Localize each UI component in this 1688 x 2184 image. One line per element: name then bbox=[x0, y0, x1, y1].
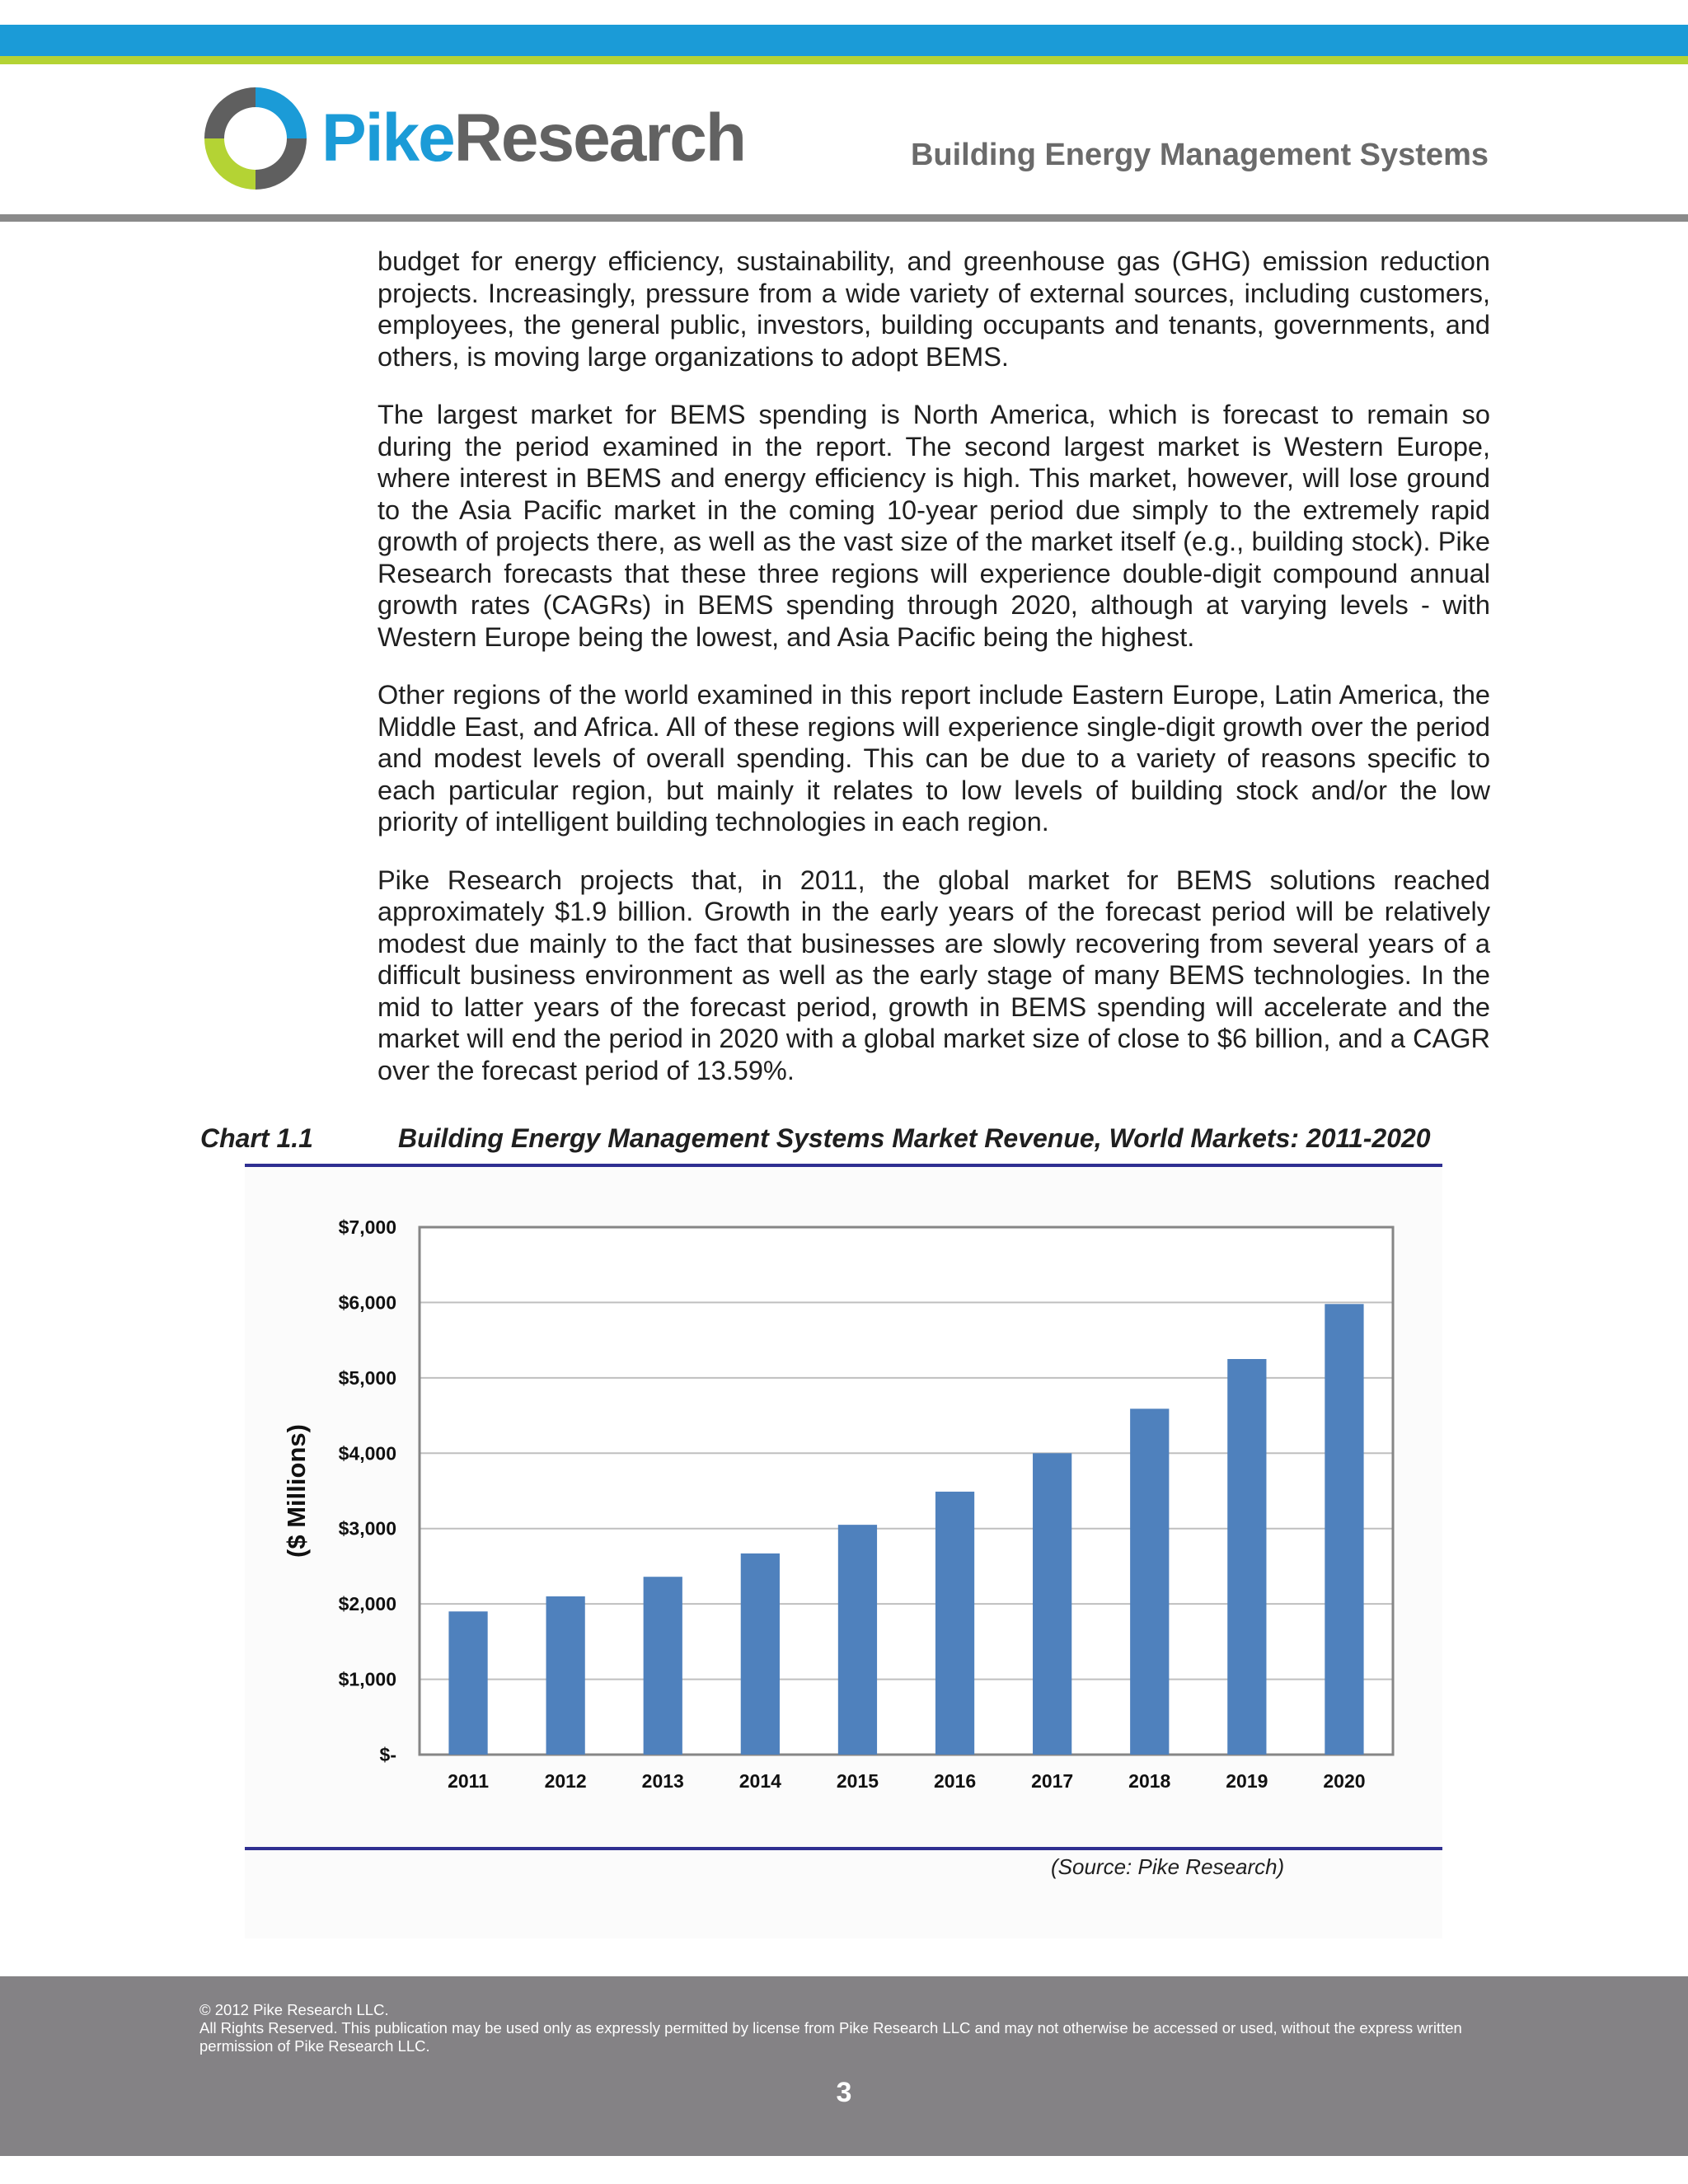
logo-word-pike: Pike bbox=[321, 101, 454, 176]
bar bbox=[644, 1577, 682, 1755]
copyright-notice bbox=[199, 2001, 1490, 2055]
y-tick-label: $1,000 bbox=[338, 1668, 396, 1690]
x-tick-label: 2014 bbox=[738, 1770, 781, 1792]
page-number: 3 bbox=[836, 2077, 852, 2108]
bar bbox=[448, 1611, 487, 1755]
chart-rule-top bbox=[245, 1164, 1442, 1167]
y-tick-label: $6,000 bbox=[338, 1291, 396, 1314]
bar bbox=[1130, 1408, 1169, 1755]
y-axis-label: ($ Millions) bbox=[282, 1424, 311, 1558]
y-tick-label: $2,000 bbox=[338, 1593, 396, 1615]
bar bbox=[935, 1492, 974, 1755]
x-tick-label: 2011 bbox=[448, 1770, 490, 1792]
page-footer bbox=[0, 1976, 1688, 2156]
chart-source: (Source: Pike Research) bbox=[1051, 1854, 1285, 1879]
paragraph: Pike Research projects that, in 2011, the global market for BEMS solutions reached approximately $1.9 billion. Growth in the early years of the forecast period will be relatively modest due mainly to the fact that businesses are slowly recovering from several years of a difficult business environment as well as the early stage of many BEMS technologies. In the mid to latter years of the forecast period, growth in BEMS spending will accelerate and the market will end the period in 2020 with a global market size of close to $6 billion, and a CAGR over the forecast period of 13.59%. bbox=[377, 865, 1490, 1085]
y-tick-label: $- bbox=[379, 1744, 396, 1765]
x-tick-label: 2018 bbox=[1128, 1770, 1171, 1792]
paragraph: budget for energy efficiency, sustainability, and greenhouse gas (GHG) emission reduction projects. Increasingly, pressure from a wide variety of external sources, including customers, employees, the general public, investors, building occupants and tenants, governments, and others, is moving large organizations to adopt BEMS. bbox=[377, 246, 1490, 372]
bar bbox=[546, 1596, 585, 1755]
logo-wordmark bbox=[321, 101, 745, 176]
chart-title: Building Energy Management Systems Market Revenue, World Markets: 2011-2020 bbox=[398, 1123, 1431, 1153]
bar bbox=[1325, 1304, 1363, 1755]
x-tick-label: 2020 bbox=[1323, 1770, 1366, 1792]
header-blue-band bbox=[0, 25, 1688, 56]
x-tick-label: 2016 bbox=[933, 1770, 977, 1792]
x-tick-label: 2013 bbox=[641, 1770, 684, 1792]
chart-area bbox=[245, 1164, 1442, 1938]
x-tick-label: 2017 bbox=[1031, 1770, 1074, 1792]
logo-word-research: Research bbox=[453, 101, 745, 176]
report-title: Building Energy Management Systems bbox=[910, 138, 1489, 172]
x-tick-label: 2019 bbox=[1226, 1770, 1268, 1792]
chart-number: Chart 1.1 bbox=[200, 1123, 313, 1153]
pike-swirl-logo-icon bbox=[198, 81, 313, 196]
y-tick-label: $7,000 bbox=[338, 1216, 396, 1238]
paragraph: The largest market for BEMS spending is North America, which is forecast to remain so during the period examined in the report. The second largest market is Western Europe, where interest in BEMS and energy efficiency is high. This market, however, will lose ground to the Asia Pacific market in the coming 10-year period due simply to the extremely rapid growth of projects there, as well as the vast size of the market itself (e.g., building stock). Pike Research forecasts that these three regions will experience double-digit compound annual growth rates (CAGRs) in BEMS spending through 2020, although at varying levels - with Western Europe being the lowest, and Asia Pacific being the highest. bbox=[377, 400, 1490, 652]
bar-chart bbox=[245, 1164, 1442, 1905]
y-tick-label: $4,000 bbox=[338, 1442, 396, 1465]
bar bbox=[741, 1554, 780, 1755]
x-tick-label: 2012 bbox=[544, 1770, 587, 1792]
bar bbox=[838, 1525, 877, 1755]
x-tick-label: 2015 bbox=[836, 1770, 879, 1792]
header-green-band bbox=[0, 56, 1688, 64]
copyright-line: © 2012 Pike Research LLC. bbox=[199, 2001, 389, 2018]
paragraph: Other regions of the world examined in this report include Eastern Europe, Latin America, the Middle East, and Africa. All of these regions will experience single-digit growth over the period and modest levels of overall spending. This can be due to a variety of reasons specific to each particular region, but mainly it relates to low levels of building stock and/or the low priority of intelligent building technologies in each region. bbox=[377, 680, 1490, 837]
y-tick-label: $5,000 bbox=[338, 1366, 396, 1389]
y-tick-label: $3,000 bbox=[338, 1517, 396, 1540]
pike-research-logo bbox=[198, 81, 940, 196]
bar bbox=[1227, 1359, 1266, 1755]
bar bbox=[1033, 1453, 1071, 1755]
header-divider bbox=[0, 214, 1688, 222]
rights-statement: All Rights Reserved. This publication may be used only as expressly permitted by license from Pike Research LLC and may not otherwise be accessed or used, without the express written permission of Pike Research LLC. bbox=[199, 2019, 1462, 2055]
body-text bbox=[377, 246, 1490, 1113]
chart-rule-bottom bbox=[245, 1847, 1442, 1850]
